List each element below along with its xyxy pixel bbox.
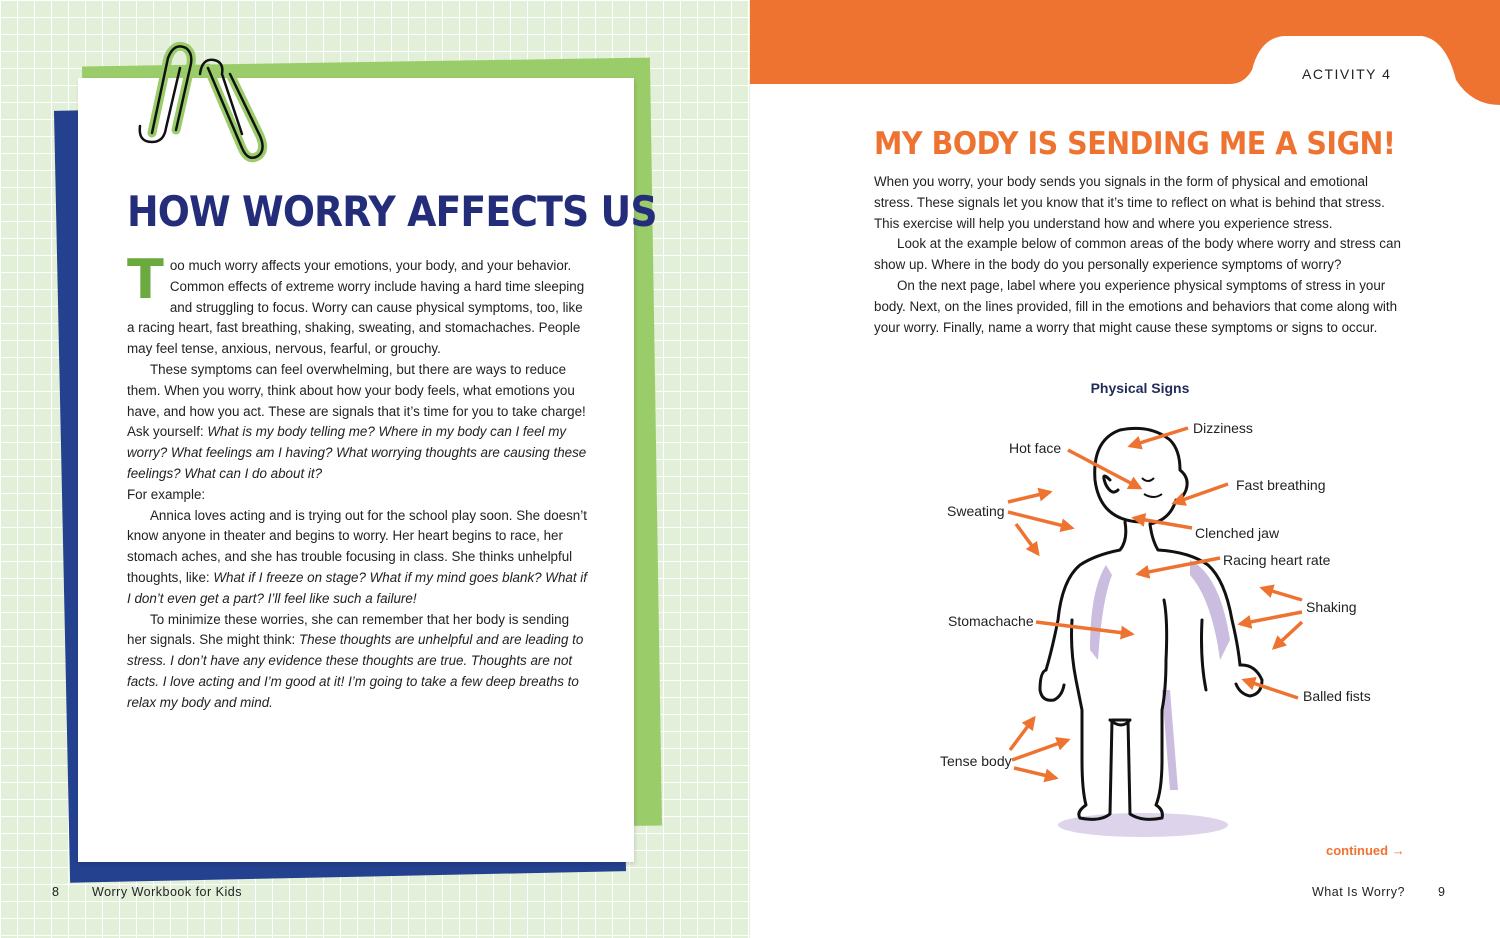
body-outline-illustration: [750, 400, 1500, 840]
activity-title: MY BODY IS SENDING ME A SIGN!: [874, 126, 1396, 162]
drop-cap: T: [127, 248, 164, 311]
label-tense-body: Tense body: [940, 753, 1012, 769]
page-number: 8: [52, 885, 59, 899]
paragraph-4: Annica loves acting and is trying out for the school play soon. She doesn’t know anyone in theater and begins to worry. Her heart begins to race, her stomach aches, and she has trouble focusing in class. She thinks unhelpful thoughts, like: What if I freeze on stage? What if my mind goes blank? What if I don’t even get a part? I’ll feel like such a failure!: [127, 507, 587, 606]
paragraph-2: These symptoms can feel overwhelming, but there are ways to reduce them. When you worry, think about how your body feels, what emotions you have, and how you act. These are signals that it’s time for you to take charge! Ask yourself: What is my body telling me? Where in my body can I feel my worry? What feelings am I having? What worrying thoughts are causing these feelings? What can I do about it?: [127, 361, 587, 481]
paragraph-3: On the next page, label where you experience physical symptoms of stress in your body. Next, on the lines provided, fill in the emotions and behaviors that come along with your worry. Finally, name a worry that might cause these symptoms or signs to occur.: [874, 277, 1398, 335]
page-number: 9: [1438, 885, 1445, 899]
paperclip-icon: [130, 38, 270, 168]
paragraph-1: Too much worry affects your emotions, your body, and your behavior. Common effects of extreme worry include having a hard time sleeping and struggling to focus. Worry can cause physical symptoms, too, like a racing heart, fast breathing, shaking, sweating, and stomachaches. People may feel tense, anxious, nervous, fearful, or grouchy.: [127, 248, 585, 357]
label-racing-heart-rate: Racing heart rate: [1223, 552, 1331, 568]
label-dizziness: Dizziness: [1193, 420, 1253, 436]
right-page: [750, 0, 1500, 938]
continued-link[interactable]: continued →: [1326, 843, 1405, 858]
label-clenched-jaw: Clenched jaw: [1195, 525, 1280, 541]
label-fast-breathing: Fast breathing: [1236, 477, 1326, 493]
paragraph-5: To minimize these worries, she can remember that her body is sending her signals. She might think: These thoughts are unhelpful and are leading to stress. I don’t have any evidence these thoughts are true. Thoughts are not facts. I love acting and I’m good at it! I’m going to take a few deep breaths to relax my body and mind.: [127, 611, 584, 710]
activity-label: ACTIVITY 4: [1302, 66, 1392, 82]
paragraph-3: For example:: [127, 486, 206, 502]
label-stomachache: Stomachache: [948, 613, 1034, 629]
orange-header-band: [750, 0, 1500, 110]
paragraph-1: When you worry, your body sends you signals in the form of physical and emotional stress. These signals let you know that it’s time to reflect on what is behind that stress. This exercise will help you understand how and where you experience stress.: [874, 174, 1385, 231]
page-title: HOW WORRY AFFECTS US: [127, 187, 657, 236]
book-title-footer: Worry Workbook for Kids: [92, 885, 242, 899]
figure-title: Physical Signs: [1090, 380, 1190, 396]
article-body: [127, 248, 589, 714]
label-balled-fists: Balled fists: [1303, 688, 1371, 704]
label-shaking: Shaking: [1306, 599, 1357, 615]
label-hot-face: Hot face: [1009, 440, 1062, 456]
paragraph-2: Look at the example below of common areas of the body where worry and stress can show up. Where in the body do you personally experience symptoms of worry?: [874, 236, 1401, 273]
label-sweating: Sweating: [947, 503, 1005, 519]
activity-instructions: [874, 172, 1409, 338]
chapter-title-footer: What Is Worry?: [1312, 885, 1405, 899]
